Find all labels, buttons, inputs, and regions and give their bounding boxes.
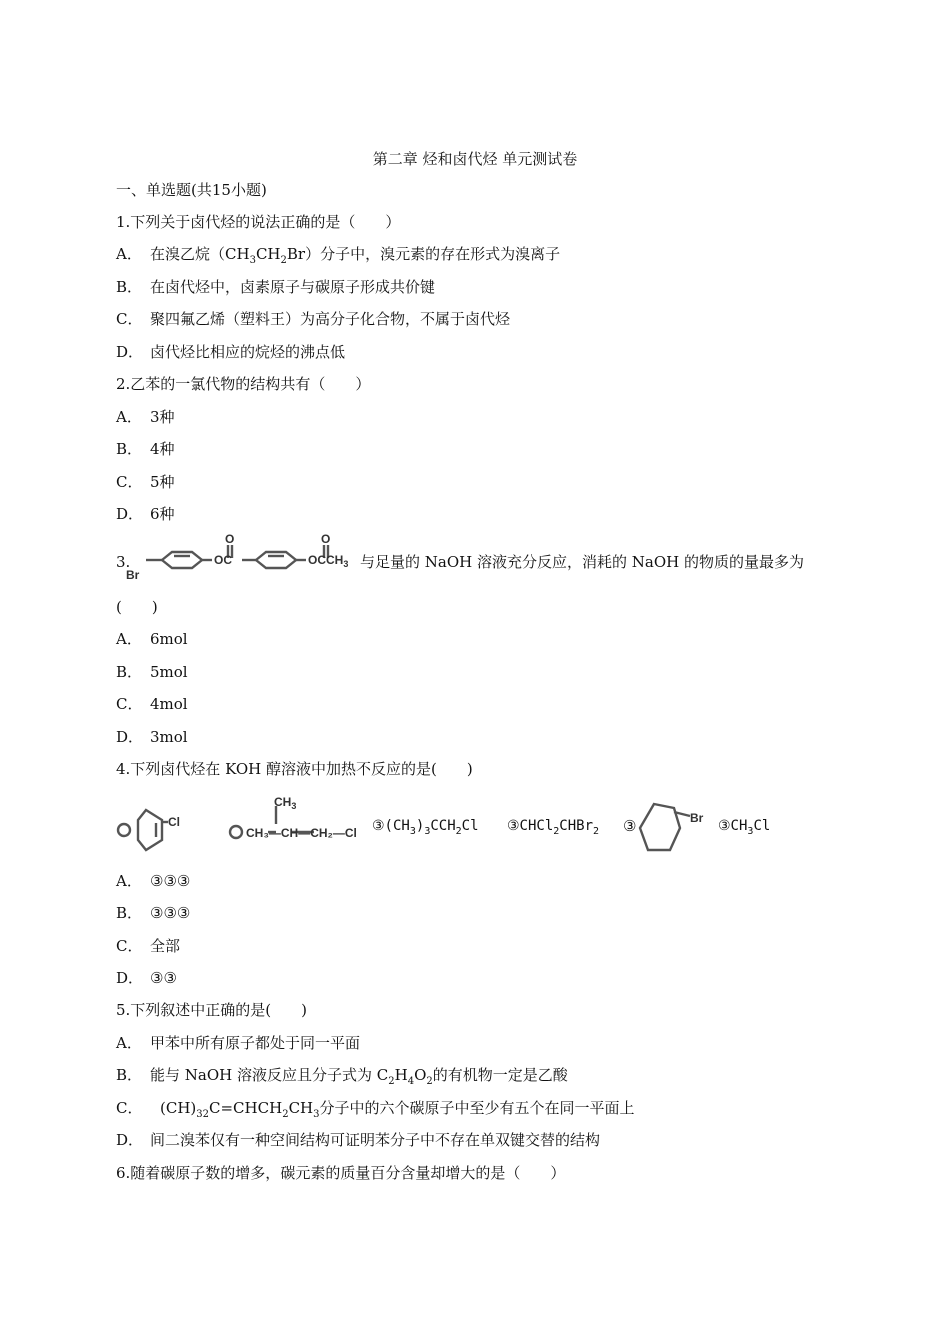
mol-oc-label: OC	[214, 553, 232, 567]
q4-item4: ③CHCl$_2$CHBr$_2$	[507, 818, 600, 837]
mol-br-label: Br	[126, 568, 140, 582]
q5-stem: 5.下列叙述中正确的是( )	[116, 1001, 308, 1019]
option-letter: A．	[116, 245, 142, 263]
q2-option-d: D． 6种	[116, 505, 175, 523]
q4-stem: 4.下列卤代烃在 KOH 醇溶液中加热不反应的是( )	[116, 760, 473, 778]
mol-o2-label: O	[321, 532, 331, 546]
item2-ch3-label: $CH_3$	[274, 795, 297, 811]
q1-option-d: D． 卤代烃比相应的烷烃的沸点低	[116, 343, 346, 361]
q4-item2-figure	[228, 792, 358, 848]
q3-option-c: C． 4mol	[116, 695, 188, 713]
item5-br-label: Br	[690, 811, 704, 825]
q4-item6: $③CH_3Cl$	[718, 818, 771, 837]
q3-stem: 与足量的 NaOH 溶液充分反应，消耗的 NaOH 的物质的量最多为	[360, 553, 804, 571]
q4-item1-figure	[116, 800, 182, 860]
q1-option-c: C． 聚四氟乙烯（塑料王）为高分子化合物，不属于卤代烃	[116, 310, 511, 328]
page-title: 第二章 烃和卤代烃 单元测试卷	[372, 150, 578, 168]
q4-item5-mark: ③	[623, 817, 637, 835]
q4-option-c: C． 全部	[116, 937, 181, 955]
q5-option-a: A． 甲苯中所有原子都处于同一平面	[116, 1034, 361, 1052]
item2-chain-label: CH₃—CH—CH₂—Cl	[246, 826, 357, 840]
q2-option-c: C． 5种	[116, 473, 175, 491]
item1-cl-label: Cl	[168, 815, 180, 829]
q4-option-b: B． ③③③	[116, 904, 191, 922]
q3-option-b: B． 5mol	[116, 663, 188, 681]
q2-stem: 2.乙苯的一氯代物的结构共有（ ）	[116, 375, 371, 393]
q4-item5-figure	[634, 798, 712, 860]
q3-option-a: A． 6mol	[116, 630, 188, 648]
q2-option-a: A． 3种	[116, 408, 175, 426]
q4-option-a: A． ③③③	[116, 872, 191, 890]
q3-paren: ( )	[116, 598, 158, 616]
q5-option-d: D． 间二溴苯仅有一种空间结构可证明苯分子中不存在单双键交替的结构	[116, 1131, 601, 1149]
q5-option-c: C． $(CH)_{32}C=CHCH_2CH_3$分子中的六个碳原子中至少有五个在同一平面上	[116, 1099, 635, 1120]
q5-option-b: B． 能与 NaOH 溶液反应且分子式为 $C_2H_4O_2$的有机物一定是乙酸	[116, 1066, 568, 1087]
mol-o1-label: O	[225, 532, 235, 546]
q6-stem: 6.随着碳原子数的增多，碳元素的质量百分含量却增大的是（ ）	[116, 1164, 566, 1182]
q3-molecule-figure	[124, 532, 360, 584]
q1-option-a: A． 在溴乙烷$(CH_3CH_2Br)$分子中，溴元素的存在形式为溴离子	[116, 245, 561, 266]
q4-option-d: D． ③③	[116, 969, 177, 987]
mol-occh-label: $OCCH_3$	[308, 553, 349, 569]
q3-option-d: D． 3mol	[116, 728, 188, 746]
q1-option-b: B． 在卤代烃中，卤素原子与碳原子形成共价键	[116, 278, 436, 296]
section-heading: 一、单选题(共15小题)	[116, 181, 267, 199]
q1-stem: 1.下列关于卤代烃的说法正确的是（ ）	[116, 213, 401, 231]
q3-number: 3.	[116, 553, 131, 571]
q4-item3: $③(CH_3)_3CCH_2Cl$	[372, 818, 479, 837]
q2-option-b: B． 4种	[116, 440, 175, 458]
